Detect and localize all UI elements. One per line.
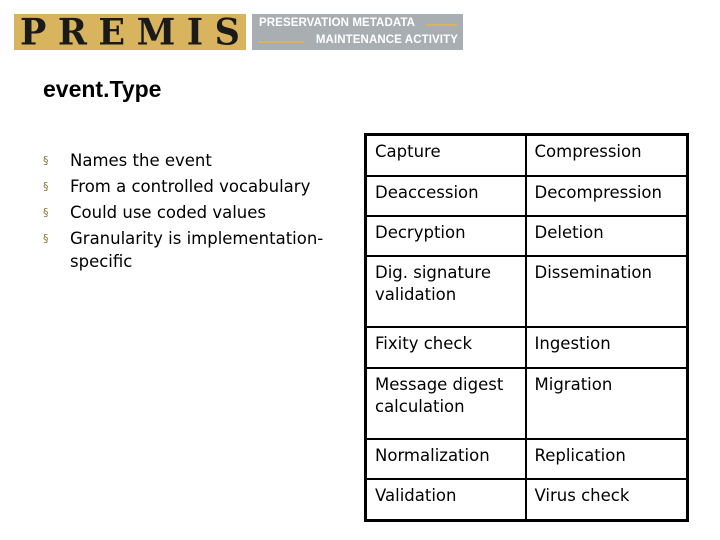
table-cell: Virus check	[526, 479, 688, 520]
premis-logo	[14, 10, 463, 54]
table-cell: Compression	[526, 135, 688, 176]
table-row	[366, 176, 688, 216]
table-cell: Capture	[366, 135, 526, 176]
logo-letter: P	[20, 10, 47, 54]
logo-wordmark	[14, 10, 246, 54]
bullet-item	[43, 148, 343, 174]
table-cell: Fixity check	[366, 327, 526, 367]
table-cell: Deaccession	[366, 176, 526, 216]
logo-rule	[427, 24, 457, 26]
logo-letter: R	[57, 10, 87, 54]
table-cell: Validation	[366, 479, 526, 520]
table-cell: Normalization	[366, 439, 526, 479]
bullet-marker: §	[43, 206, 49, 219]
bullet-text: Could use coded values	[70, 203, 267, 222]
logo-letter: E	[98, 10, 126, 54]
table-row	[366, 368, 688, 439]
table-row	[366, 479, 688, 520]
logo-letter: M	[136, 10, 176, 54]
bullet-text: From a controlled vocabulary	[70, 177, 311, 196]
table-cell: Ingestion	[526, 327, 688, 367]
table-cell: Deletion	[526, 216, 688, 256]
logo-tagline-line2: MAINTENANCE ACTIVITY	[315, 34, 458, 46]
table-cell: Replication	[526, 439, 688, 479]
bullet-list	[43, 148, 343, 273]
bullet-item	[43, 227, 343, 273]
logo-rule	[258, 41, 304, 43]
bullet-text: Granularity is implementation-specific	[70, 229, 324, 271]
table-row	[366, 135, 688, 176]
table-cell: Decompression	[526, 176, 688, 216]
table-cell: Decryption	[366, 216, 526, 256]
logo-letter: I	[186, 10, 204, 54]
table-cell: Dissemination	[526, 256, 688, 327]
bullet-text: Names the event	[70, 151, 212, 170]
table-row	[366, 327, 688, 367]
logo-letter: S	[214, 10, 240, 54]
table-cell: Message digest calculation	[366, 368, 526, 439]
table-cell: Dig. signature validation	[366, 256, 526, 327]
bullet-item	[43, 174, 343, 200]
bullet-marker: §	[43, 232, 49, 245]
table-cell: Migration	[526, 368, 688, 439]
table-row	[366, 256, 688, 327]
slide-title: event.Type	[43, 76, 162, 102]
event-type-table	[364, 133, 689, 522]
table-row	[366, 439, 688, 479]
logo-tagline	[252, 14, 463, 50]
table-row	[366, 216, 688, 256]
bullet-marker: §	[43, 154, 49, 167]
bullet-item	[43, 200, 343, 226]
logo-tagline-line1: PRESERVATION METADATA	[259, 17, 416, 29]
bullet-marker: §	[43, 180, 49, 193]
